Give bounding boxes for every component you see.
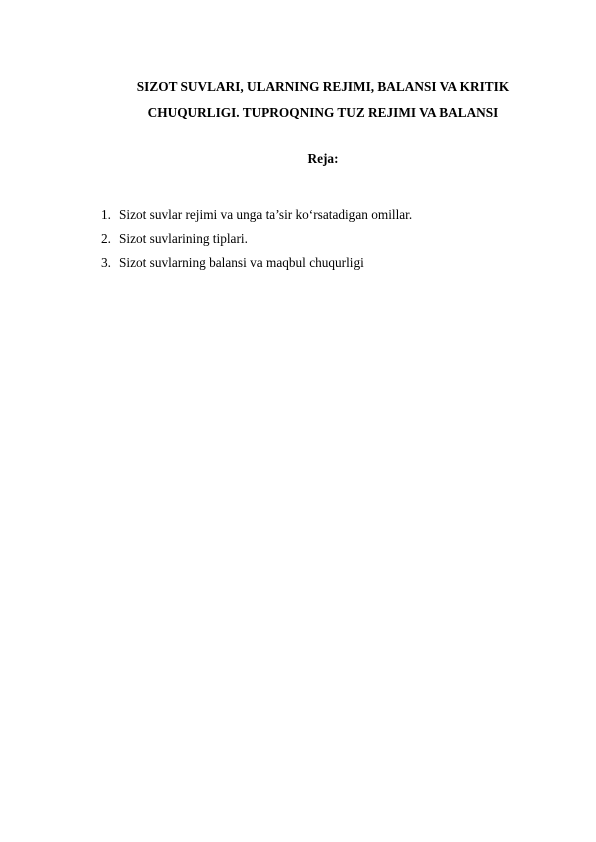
plan-item-number: 3. [101,255,111,270]
plan-item [101,203,412,227]
plan-item-number: 1. [101,207,111,222]
plan-item-text: Sizot suvlarining tiplari. [119,231,248,246]
plan-list [101,203,412,275]
document-title-line-1: SIZOT SUVLARI, ULARNING REJIMI, BALANSI VA KRITIK [136,79,510,94]
document-title-line-2: CHUQURLIGI. TUPROQNING TUZ REJIMI VA BALANSI [147,105,499,120]
plan-item-text: Sizot suvlarning balansi va maqbul chuqurligi [119,255,364,270]
plan-item [101,227,412,251]
plan-item [101,251,412,275]
plan-heading: Reja: [307,151,339,166]
plan-item-text: Sizot suvlar rejimi va unga ta’sir ko‘rsatadigan omillar. [119,207,413,222]
plan-item-number: 2. [101,231,111,246]
